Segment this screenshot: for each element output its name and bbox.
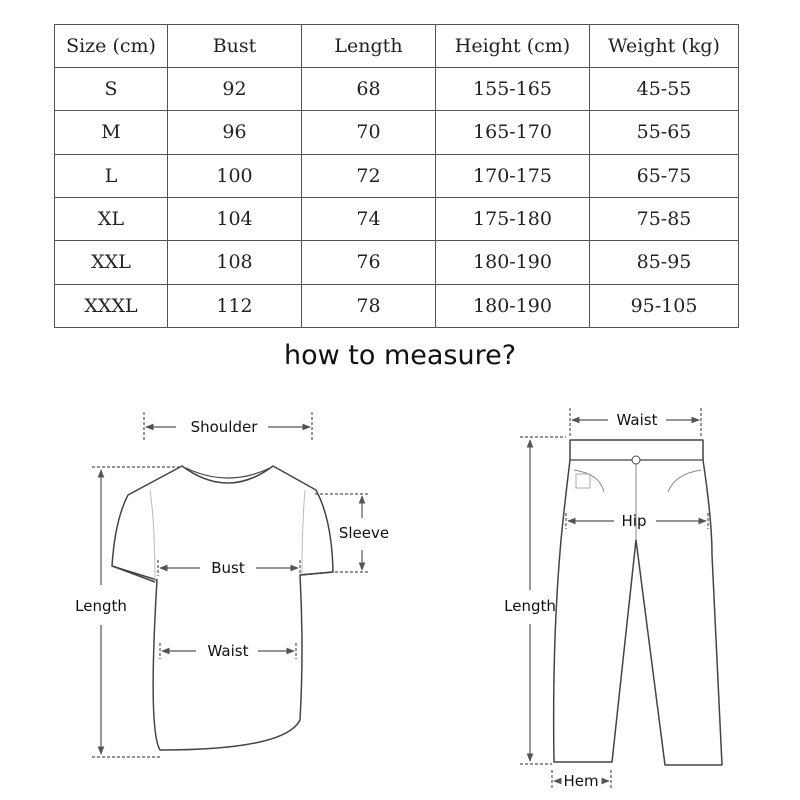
- sleeve-label: Sleeve: [338, 524, 390, 542]
- cell-length: 70: [302, 111, 436, 154]
- cell-weight: 95-105: [590, 284, 739, 327]
- pants-button: [632, 456, 640, 464]
- tshirt-outline: [112, 466, 333, 750]
- cell-size: L: [55, 154, 168, 197]
- cell-height: 155-165: [436, 68, 590, 111]
- cell-height: 175-180: [436, 197, 590, 240]
- shoulder-label: Shoulder: [190, 418, 258, 436]
- cell-size: XL: [55, 197, 168, 240]
- cell-bust: 92: [168, 68, 302, 111]
- cell-weight: 65-75: [590, 154, 739, 197]
- cell-size: S: [55, 68, 168, 111]
- hem-label: Hem: [563, 772, 599, 790]
- header-weight: Weight (kg): [590, 25, 739, 68]
- bust-label: Bust: [211, 559, 245, 577]
- cell-length: 72: [302, 154, 436, 197]
- cell-bust: 112: [168, 284, 302, 327]
- cell-height: 165-170: [436, 111, 590, 154]
- pants-length-label: Length: [504, 597, 556, 615]
- tshirt-diagram: [75, 412, 389, 757]
- cell-length: 74: [302, 197, 436, 240]
- header-height: Height (cm): [436, 25, 590, 68]
- cell-length: 68: [302, 68, 436, 111]
- cell-height: 180-190: [436, 241, 590, 284]
- cell-size: XXL: [55, 241, 168, 284]
- cell-weight: 85-95: [590, 241, 739, 284]
- pants-outline: [554, 440, 722, 765]
- waist-label: Waist: [207, 642, 249, 660]
- cell-weight: 45-55: [590, 68, 739, 111]
- cell-height: 180-190: [436, 284, 590, 327]
- header-bust: Bust: [168, 25, 302, 68]
- cell-weight: 55-65: [590, 111, 739, 154]
- pants-diagram: [504, 408, 722, 790]
- hip-label: Hip: [621, 512, 647, 530]
- cell-size: XXXL: [55, 284, 168, 327]
- header-length: Length: [302, 25, 436, 68]
- cell-weight: 75-85: [590, 197, 739, 240]
- cell-bust: 108: [168, 241, 302, 284]
- cell-bust: 104: [168, 197, 302, 240]
- cell-length: 78: [302, 284, 436, 327]
- cell-bust: 96: [168, 111, 302, 154]
- cell-bust: 100: [168, 154, 302, 197]
- shirt-length-label: Length: [75, 597, 127, 615]
- cell-size: M: [55, 111, 168, 154]
- header-size: Size (cm): [55, 25, 168, 68]
- cell-length: 76: [302, 241, 436, 284]
- pants-waist-label: Waist: [616, 411, 658, 429]
- how-to-measure-heading: how to measure?: [283, 340, 517, 371]
- cell-height: 170-175: [436, 154, 590, 197]
